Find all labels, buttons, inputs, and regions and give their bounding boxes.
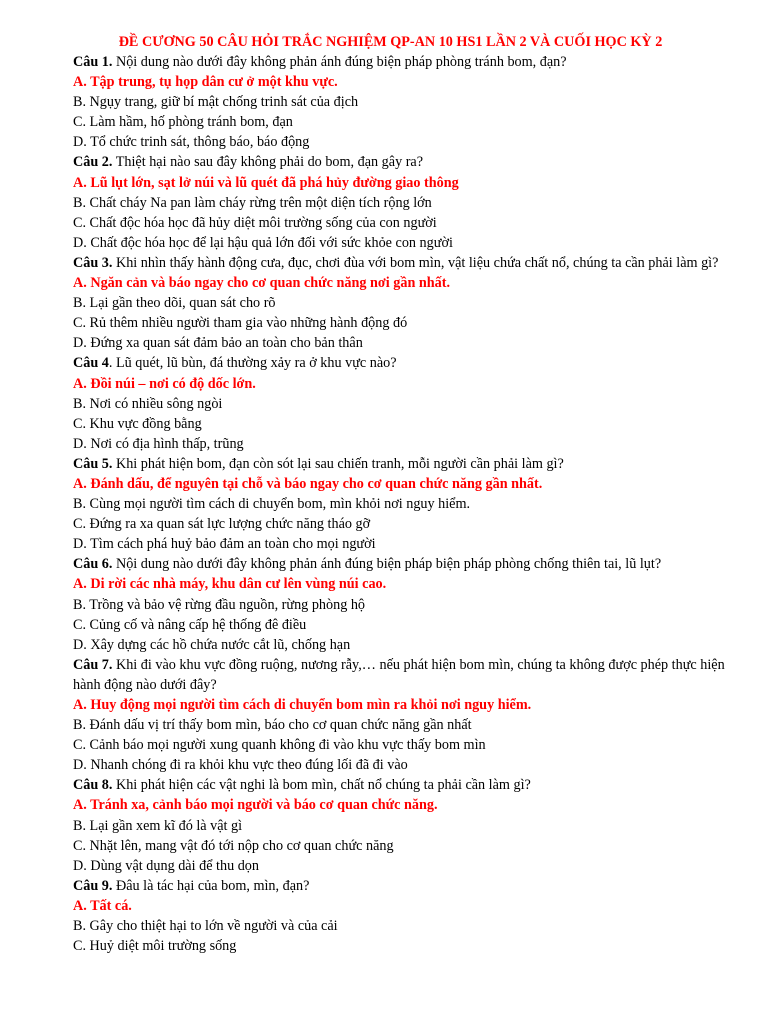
answer-option: C. Củng cố và nâng cấp hệ thống đê điều <box>73 616 307 633</box>
question-text <box>73 775 728 795</box>
question-9 <box>73 876 728 956</box>
question-number: Câu 6. <box>73 556 113 573</box>
question-text <box>73 152 728 172</box>
answer-option: D. Xây dựng các hồ chứa nước cắt lũ, chống hạn <box>73 636 351 653</box>
question-stem: Nội dung nào dưới đây không phản ánh đúng biện pháp phòng tránh bom, đạn? <box>112 54 567 70</box>
question-stem: Nội dung nào dưới đây không phản ánh đúng biện pháp biện pháp phòng chống thiên tai, lũ lụt? <box>112 556 662 573</box>
answer-option: B. Lại gần theo dõi, quan sát cho rõ <box>73 295 276 312</box>
answer-option: C. Cảnh báo mọi người xung quanh không đi vào khu vực thấy bom mìn <box>73 737 486 754</box>
document-title: ĐỀ CƯƠNG 50 CÂU HỎI TRẮC NGHIỆM QP-AN 10 HS1 LẦN 2 VÀ CUỐI HỌC KỲ 2 <box>118 34 663 50</box>
answer-option: B. Gây cho thiệt hại to lớn về người và của cải <box>73 918 338 935</box>
correct-answer: A. Tránh xa, cảnh báo mọi người và báo cơ quan chức năng. <box>73 797 438 814</box>
answer-option: B. Nơi có nhiều sông ngòi <box>73 395 223 412</box>
question-6 <box>73 554 728 654</box>
question-stem: Khi đi vào khu vực đồng ruộng, nương rẫy,… nếu phát hiện bom mìn, chúng ta không được phép thực hiện hành động nào dưới đây? <box>73 656 725 693</box>
question-8 <box>73 775 728 875</box>
question-number: Câu 8. <box>73 777 113 794</box>
answer-option: D. Chất độc hóa học để lại hậu quả lớn đối với sức khỏe con người <box>73 234 453 251</box>
question-7 <box>73 655 728 776</box>
question-stem: Khi nhìn thấy hành động cưa, đục, chơi đùa với bom mìn, vật liệu chứa chất nổ, chúng ta cần phải làm gì? <box>112 254 719 271</box>
question-number: Câu 4 <box>73 355 109 372</box>
answer-option: D. Đứng xa quan sát đảm bảo an toàn cho bản thân <box>73 335 363 352</box>
correct-answer: A. Đánh dấu, để nguyên tại chỗ và báo ngay cho cơ quan chức năng gần nhất. <box>73 475 543 492</box>
answer-option: D. Dùng vật dụng dài để thu dọn <box>73 857 259 874</box>
question-number: Câu 3. <box>73 254 113 271</box>
correct-answer: A. Tất cá. <box>73 897 132 914</box>
answer-option: D. Nơi có địa hình thấp, trũng <box>73 435 244 452</box>
question-text <box>73 876 728 896</box>
question-stem: Khi phát hiện bom, đạn còn sót lại sau chiến tranh, mỗi người cần phải làm gì? <box>112 455 564 472</box>
correct-answer: A. Di rời các nhà máy, khu dân cư lên vùng núi cao. <box>73 576 387 593</box>
answer-option: B. Ngụy trang, giữ bí mật chống trinh sát của địch <box>73 94 359 111</box>
question-text <box>73 454 728 474</box>
question-stem: Thiệt hại nào sau đây không phải do bom, đạn gây ra? <box>112 154 424 171</box>
answer-option: C. Rủ thêm nhiều người tham gia vào những hành động đó <box>73 315 408 332</box>
question-number: Câu 1. <box>73 54 113 70</box>
correct-answer: A. Ngăn cản và báo ngay cho cơ quan chức năng nơi gần nhất. <box>73 275 451 292</box>
question-text <box>73 554 728 574</box>
question-text <box>73 353 728 373</box>
question-1 <box>73 52 728 152</box>
answer-option: C. Làm hầm, hố phòng tránh bom, đạn <box>73 114 293 131</box>
question-number: Câu 5. <box>73 455 113 472</box>
answer-option: B. Đánh dấu vị trí thấy bom mìn, báo cho cơ quan chức năng gần nhất <box>73 717 472 734</box>
answer-option: D. Tìm cách phá huỷ bảo đảm an toàn cho mọi người <box>73 536 376 553</box>
correct-answer: A. Tập trung, tụ họp dân cư ở một khu vực. <box>73 74 338 91</box>
question-number: Câu 7. <box>73 656 113 673</box>
correct-answer: A. Huy động mọi người tìm cách di chuyển bom mìn ra khỏi nơi nguy hiểm. <box>73 697 532 713</box>
answer-option: B. Lại gần xem kĩ đó là vật gì <box>73 817 243 834</box>
question-text <box>73 253 728 273</box>
question-number: Câu 9. <box>73 877 113 894</box>
question-stem: Khi phát hiện các vật nghi là bom mìn, chất nổ chúng ta phải cần làm gì? <box>112 777 531 794</box>
answer-option: D. Tổ chức trinh sát, thông báo, báo động <box>73 134 310 151</box>
question-5 <box>73 454 728 554</box>
question-text <box>73 52 728 72</box>
question-stem: Đâu là tác hại của bom, mìn, đạn? <box>112 877 310 894</box>
answer-option: C. Huỷ diệt môi trường sống <box>73 938 237 955</box>
correct-answer: A. Đồi núi – nơi có độ dốc lớn. <box>73 375 256 392</box>
answer-option: D. Nhanh chóng đi ra khỏi khu vực theo đúng lối đã đi vào <box>73 757 408 774</box>
answer-option: C. Đứng ra xa quan sát lực lượng chức năng tháo gỡ <box>73 516 371 533</box>
question-stem: . Lũ quét, lũ bùn, đá thường xảy ra ở khu vực nào? <box>108 355 397 372</box>
correct-answer: A. Lũ lụt lớn, sạt lở núi và lũ quét đã phá hủy đường giao thông <box>73 174 459 191</box>
answer-option: C. Nhặt lên, mang vật đó tới nộp cho cơ quan chức năng <box>73 837 394 854</box>
answer-option: B. Chất cháy Na pan làm cháy rừng trên một diện tích rộng lớn <box>73 194 432 211</box>
answer-option: B. Trồng và bảo vệ rừng đầu nguồn, rừng phòng hộ <box>73 596 366 613</box>
question-2 <box>73 152 728 252</box>
question-number: Câu 2. <box>73 154 113 171</box>
question-text <box>73 655 728 695</box>
question-3 <box>73 253 728 353</box>
answer-option: C. Chất độc hóa học đã hủy diệt môi trường sống của con người <box>73 214 437 231</box>
answer-option: B. Cùng mọi người tìm cách di chuyển bom, mìn khỏi nơi nguy hiểm. <box>73 496 471 513</box>
question-4 <box>73 353 728 453</box>
answer-option: C. Khu vực đồng bằng <box>73 415 202 432</box>
